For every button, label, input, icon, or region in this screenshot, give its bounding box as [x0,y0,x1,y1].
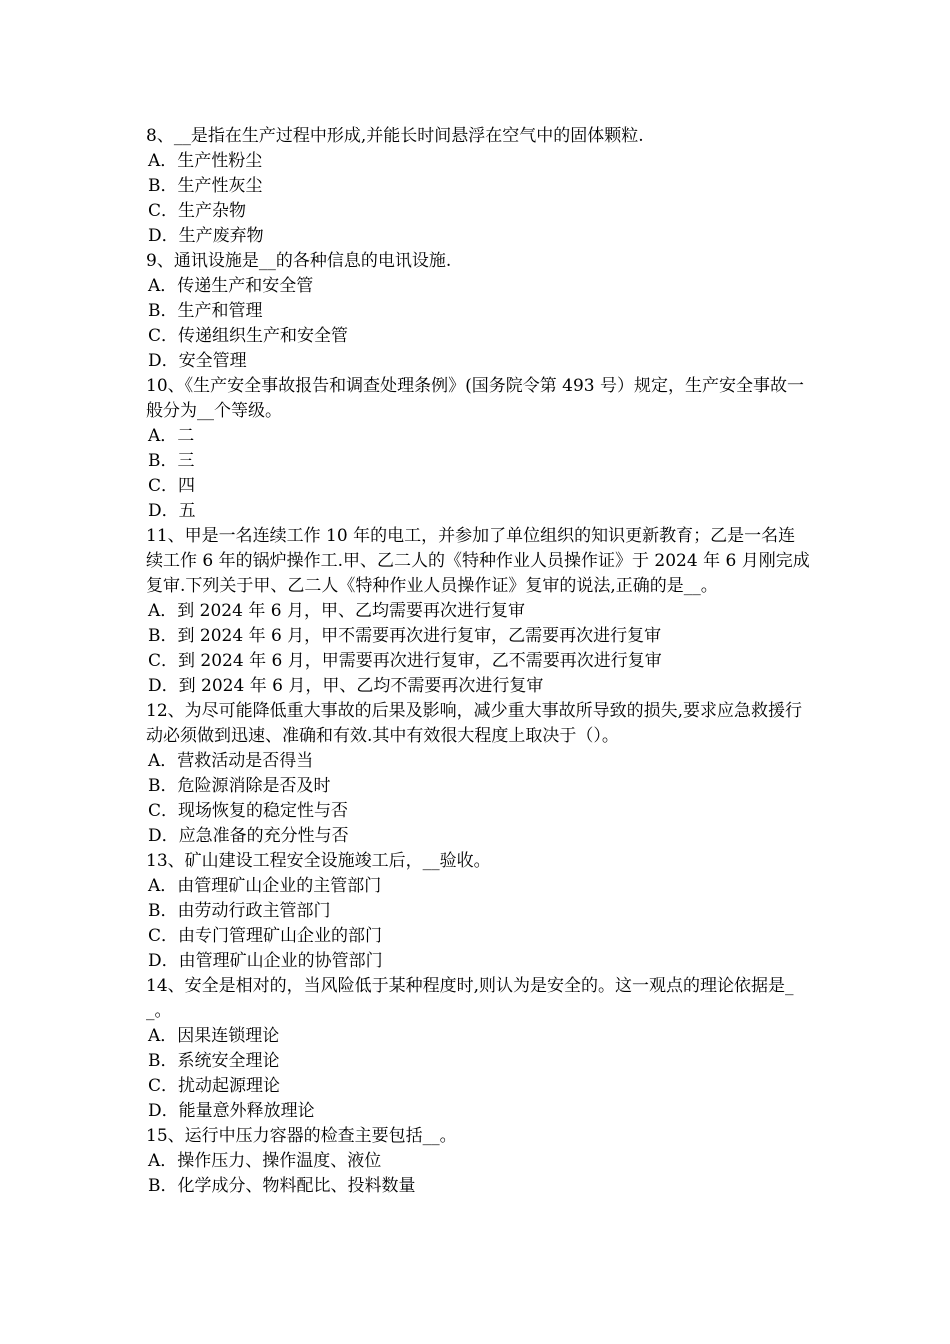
question-13 [146,849,810,974]
option-c: C．生产杂物 [148,201,247,221]
option-d: D．到 2024 年 6 月，甲、乙均不需要再次进行复审 [148,676,544,696]
question-text: 14、安全是相对的，当风险低于某种程度时,则认为是安全的。这一观点的理论依据是__。 [146,976,794,1021]
question-11 [146,524,810,699]
document-page [146,124,810,1199]
question-8 [146,124,810,249]
option-a: A．因果连锁理论 [148,1026,280,1046]
question-12 [146,699,810,849]
question-text: 9、通讯设施是__的各种信息的电讯设施. [146,251,452,271]
option-a: A．由管理矿山企业的主管部门 [148,876,382,896]
option-b: B．系统安全理论 [148,1051,280,1071]
question-text: 12、为尽可能降低重大事故的后果及影响，减少重大事故所导致的损失,要求应急救援行动必须做到迅速、准确和有效.其中有效很大程度上取决于（）。 [146,701,803,746]
option-b: B．生产和管理 [148,301,263,321]
option-a: A．生产性粉尘 [148,151,263,171]
question-15 [146,1124,810,1199]
option-c: C．由专门管理矿山企业的部门 [148,926,383,946]
option-c: C．扰动起源理论 [148,1076,281,1096]
option-b: B．到 2024 年 6 月，甲不需要再次进行复审，乙需要再次进行复审 [148,626,662,646]
option-a: A．操作压力、操作温度、液位 [148,1151,382,1171]
option-d: D．应急准备的充分性与否 [148,826,349,846]
option-a: A．传递生产和安全管 [148,276,314,296]
option-c: C．四 [148,476,196,496]
option-d: D．能量意外释放理论 [148,1101,315,1121]
option-a: A．到 2024 年 6 月，甲、乙均需要再次进行复审 [148,601,525,621]
question-text: 10、《生产安全事故报告和调查处理条例》(国务院令第 493 号）规定，生产安全事故一般分为__个等级。 [146,376,805,421]
option-c: C．传递组织生产和安全管 [148,326,349,346]
question-text: 8、__是指在生产过程中形成,并能长时间悬浮在空气中的固体颗粒. [146,126,644,146]
question-text: 11、甲是一名连续工作 10 年的电工，并参加了单位组织的知识更新教育；乙是一名连续工作 6 年的锅炉操作工.甲、乙二人的《特种作业人员操作证》于 2024 年 6 月刚完成复审.下列关于甲、乙二人《特种作业人员操作证》复审的说法,正确的是__。 [146,526,810,596]
option-d: D．生产废弃物 [148,226,264,246]
option-d: D．安全管理 [148,351,247,371]
option-a: A．营救活动是否得当 [148,751,314,771]
option-b: B．三 [148,451,195,471]
option-b: B．危险源消除是否及时 [148,776,331,796]
option-c: C．到 2024 年 6 月，甲需要再次进行复审，乙不需要再次进行复审 [148,651,662,671]
question-10 [146,374,810,524]
option-b: B．化学成分、物料配比、投料数量 [148,1176,416,1196]
question-14 [146,974,810,1124]
question-9 [146,249,810,374]
question-text: 15、运行中压力容器的检查主要包括__。 [146,1126,457,1146]
option-d: D．五 [148,501,196,521]
option-b: B．由劳动行政主管部门 [148,901,331,921]
question-text: 13、矿山建设工程安全设施竣工后，__验收。 [146,851,491,871]
option-c: C．现场恢复的稳定性与否 [148,801,349,821]
option-a: A．二 [148,426,195,446]
option-d: D．由管理矿山企业的协管部门 [148,951,383,971]
option-b: B．生产性灰尘 [148,176,263,196]
